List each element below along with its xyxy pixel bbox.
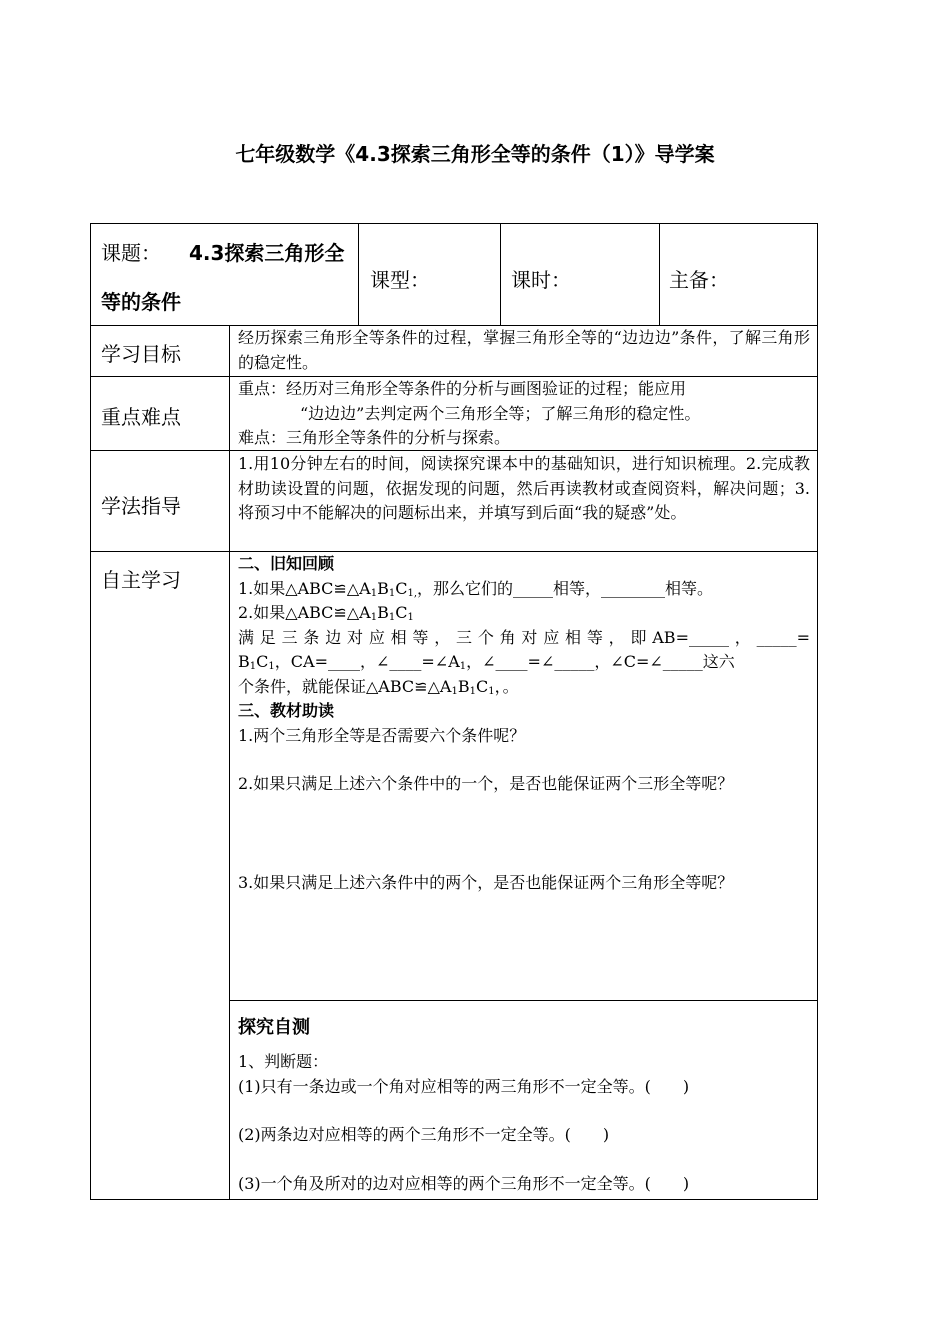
lesson-table xyxy=(90,223,818,1200)
reading-question-3: 3.如果只满足上述六条件中的两个，是否也能保证两个三角形全等呢？ xyxy=(238,872,734,892)
review-question-2-conditions: 满足三条边对应相等，三个角对应相等，即AB=_____，_____= xyxy=(238,627,810,647)
judgement-item-2: (2)两条边对应相等的两个三角形不一定全等。( ) xyxy=(238,1125,610,1144)
self-study-label: 自主学习 xyxy=(101,568,181,592)
self-study-content xyxy=(238,552,810,895)
row-divider xyxy=(229,1000,817,1001)
review-question-2-line3: $B_1C_1$，CA=____，$\angle\_\_\_\_=\angle A_1$，∠____=∠_____，∠C=∠_____这六 xyxy=(238,652,735,672)
reading-question-1: 1.两个三角形全等是否需要六个条件呢？ xyxy=(238,725,526,745)
review-heading: 二、旧知回顾 xyxy=(238,554,335,573)
key-points-text xyxy=(238,377,810,451)
review-question-2-line4: 个条件，就能保证$\triangle ABC≌\triangle A_1B_1C_1$，。 xyxy=(238,676,519,697)
topic-label: 课题： xyxy=(101,241,161,265)
review-question-1: 1.如果$\triangle ABC≌\triangle A_1B_1C_{1,}$，那么它们的_____相等，________相等。 xyxy=(238,578,714,599)
reading-question-2: 2.如果只满足上述六个条件中的一个，是否也能保证两个三形全等呢？ xyxy=(238,774,734,793)
goal-label: 学习目标 xyxy=(101,342,181,366)
explore-section xyxy=(238,1014,810,1196)
col-divider xyxy=(358,224,359,325)
judgement-item-1: (1)只有一条边或一个角对应相等的两三角形不一定全等。( ) xyxy=(238,1076,690,1096)
method-label: 学法指导 xyxy=(101,494,181,518)
key-point-line: 重点：经历对三角形全等条件的分析与画图验证的过程；能应用 xyxy=(238,379,687,398)
lead-teacher-label: 主备： xyxy=(669,268,729,292)
key-points-label: 重点难点 xyxy=(101,405,181,429)
goal-text: 经历探索三角形全等条件的过程，掌握三角形全等的“边边边”条件，了解三角形的稳定性。 xyxy=(238,328,810,372)
difficulty-line: 难点：三角形全等条件的分析与探索。 xyxy=(238,428,511,447)
topic-cell xyxy=(101,236,356,319)
col-divider xyxy=(229,325,230,1200)
reading-heading: 三、教材助读 xyxy=(238,701,335,720)
judgement-heading: 1、判断题： xyxy=(238,1052,329,1071)
topic-title-line2: 等的条件 xyxy=(101,290,181,314)
lesson-hours-label: 课时： xyxy=(511,268,571,292)
judgement-item-3: (3)一个角及所对的边对应相等的两个三角形不一定全等。( ) xyxy=(238,1173,690,1193)
col-divider xyxy=(500,224,501,325)
document-title: 七年级数学《4.3探索三角形全等的条件（1）》导学案 xyxy=(235,142,715,166)
col-divider xyxy=(659,224,660,325)
lesson-type-label: 课型： xyxy=(370,268,430,292)
topic-title-line1: 4.3探索三角形全 xyxy=(189,241,345,265)
explore-heading: 探究自测 xyxy=(238,1017,310,1038)
key-point-line: “边边边”去判定两个三角形全等；了解三角形的稳定性。 xyxy=(300,403,701,423)
review-question-2: 2.如果$\triangle ABC≌\triangle A_1B_1C_1$ xyxy=(238,603,414,623)
method-text: 1.用10分钟左右的时间，阅读探究课本中的基础知识，进行知识梳理。2.完成教材助读设置的问题，依据发现的问题，然后再读教材或查阅资料，解决问题；3.将预习中不能解决的问题标出来，并填写到后面“我的疑惑”处。 xyxy=(238,454,810,522)
